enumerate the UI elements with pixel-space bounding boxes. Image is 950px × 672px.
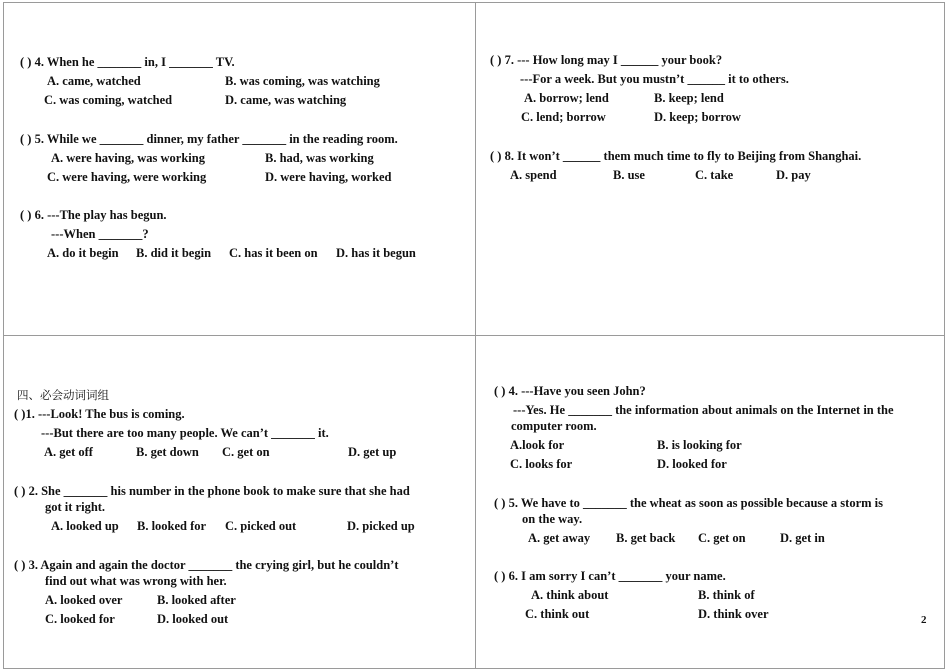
option-c: C. were having, were working <box>47 170 207 184</box>
option-b: B. use <box>613 168 645 182</box>
question-stem: ( ) 4. ---Have you seen John? <box>494 384 646 398</box>
option-b: B. looked for <box>137 519 207 533</box>
question-line: ---When _______? <box>51 227 149 241</box>
question-stem: ( ) 4. When he _______ in, I _______ TV. <box>20 55 235 69</box>
option-b: B. had, was working <box>265 151 374 165</box>
option-a: A. came, watched <box>47 74 141 88</box>
question-line: ---Yes. He _______ the information about animals on the Internet in the <box>513 403 894 417</box>
option-c: C. take <box>695 168 734 182</box>
option-a: A. looked over <box>45 593 123 607</box>
option-a: A.look for <box>510 438 565 452</box>
option-a: A. spend <box>510 168 557 182</box>
option-c: C. lend; borrow <box>521 110 606 124</box>
option-d: D. looked out <box>157 612 229 626</box>
question-line: ---For a week. But you mustn’t ______ it to others. <box>520 72 789 86</box>
question-stem: ( ) 2. She _______ his number in the phone book to make sure that she had <box>14 484 410 498</box>
question-stem: ( ) 7. --- How long may I ______ your book? <box>490 53 723 67</box>
option-c: C. looks for <box>510 457 573 471</box>
question-stem: ( ) 5. We have to _______ the wheat as soon as possible because a storm is <box>494 496 884 510</box>
question-stem: ( ) 6. ---The play has begun. <box>20 208 167 222</box>
option-a: A. borrow; lend <box>524 91 609 105</box>
option-c: C. has it been on <box>229 246 318 260</box>
question-stem: ( ) 5. While we _______ dinner, my father _______ in the reading room. <box>20 132 398 146</box>
option-d: D. think over <box>698 607 769 621</box>
page-number: 2 <box>921 614 927 626</box>
option-a: A. looked up <box>51 519 119 533</box>
option-c: C. picked out <box>225 519 297 533</box>
option-d: D. came, was watching <box>225 93 347 107</box>
option-a: A. do it begin <box>47 246 119 260</box>
option-b: B. is looking for <box>657 438 742 452</box>
option-d: D. pay <box>776 168 811 182</box>
option-b: B. keep; lend <box>654 91 724 105</box>
option-b: B. was coming, was watching <box>225 74 380 88</box>
question-line: ---But there are too many people. We can’t _______ it. <box>41 426 329 440</box>
option-d: D. picked up <box>347 519 415 533</box>
section-heading: 四、必会动词词组 <box>17 388 109 402</box>
option-d: D. keep; borrow <box>654 110 741 124</box>
option-a: A. were having, was working <box>51 151 205 165</box>
question-stem: ( ) 8. It won’t ______ them much time to fly to Beijing from Shanghai. <box>490 149 862 163</box>
option-c: C. get on <box>698 531 746 545</box>
question-stem: ( )1. ---Look! The bus is coming. <box>14 407 185 421</box>
option-c: C. get on <box>222 445 270 459</box>
option-d: D. were having, worked <box>265 170 392 184</box>
option-a: A. get away <box>528 531 591 545</box>
option-b: B. looked after <box>157 593 236 607</box>
option-b: B. did it begin <box>136 246 212 260</box>
option-c: C. was coming, watched <box>44 93 173 107</box>
option-c: C. think out <box>525 607 590 621</box>
option-d: D. looked for <box>657 457 727 471</box>
horizontal-divider <box>3 335 945 336</box>
option-d: D. get in <box>780 531 825 545</box>
option-c: C. looked for <box>45 612 115 626</box>
option-a: A. think about <box>531 588 609 602</box>
option-b: B. get back <box>616 531 676 545</box>
option-b: B. get down <box>136 445 199 459</box>
question-stem: ( ) 3. Again and again the doctor _______ the crying girl, but he couldn’t <box>14 558 399 572</box>
question-line: computer room. <box>511 419 597 433</box>
option-d: D. get up <box>348 445 397 459</box>
option-d: D. has it begun <box>336 246 416 260</box>
question-line: got it right. <box>45 500 106 514</box>
question-line: on the way. <box>522 512 583 526</box>
question-line: find out what was wrong with her. <box>45 574 227 588</box>
option-a: A. get off <box>44 445 93 459</box>
option-b: B. think of <box>698 588 755 602</box>
question-stem: ( ) 6. I am sorry I can’t _______ your name. <box>494 569 726 583</box>
